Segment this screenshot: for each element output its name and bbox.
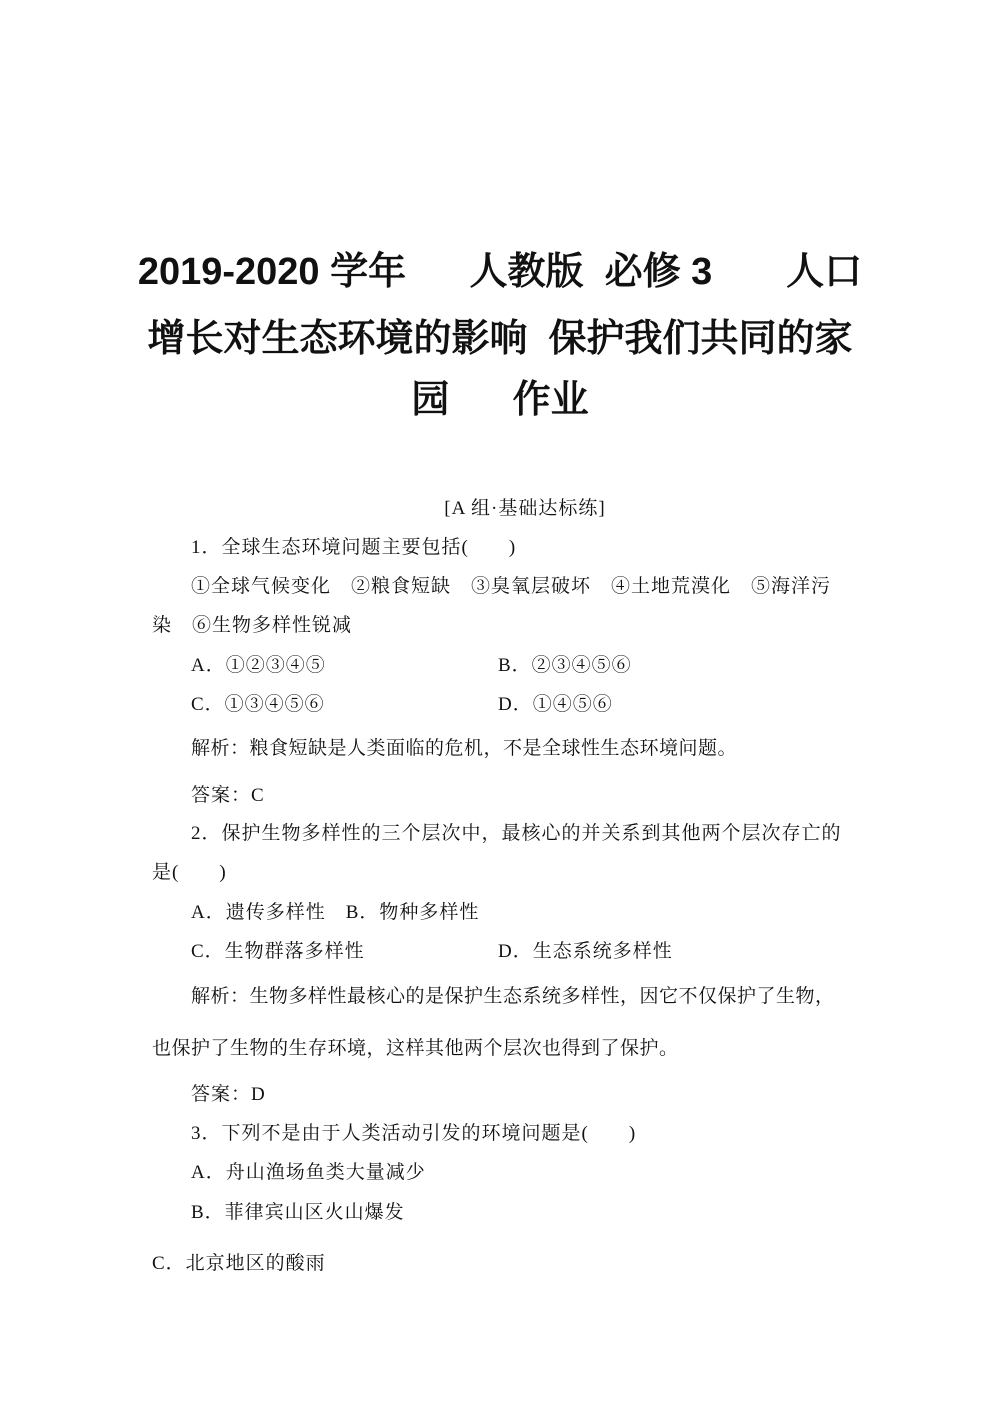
options-a-b: A．遗传多样性 B．物种多样性	[191, 902, 480, 923]
answer-text: 答案：D	[191, 1084, 266, 1105]
document-title-line-2: 增长对生态环境的影响 保护我们共同的家	[147, 318, 853, 360]
option-d: D．①④⑤⑥	[498, 694, 613, 715]
question-stem-line-2: 是( )	[152, 862, 227, 883]
option-c: C．生物群落多样性	[191, 941, 365, 962]
analysis-text: 解析：粮食短缺是人类面临的危机，不是全球性生态环境问题。	[191, 738, 738, 759]
question-stem: 3．下列不是由于人类活动引发的环境问题是( )	[191, 1123, 637, 1144]
answer-text: 答案：C	[191, 785, 265, 806]
option-d: D．生态系统多样性	[498, 941, 673, 962]
document-title-line-1: 2019-2020 学年 人教版 必修 3 人口	[137, 251, 863, 293]
option-c: C．北京地区的酸雨	[152, 1253, 326, 1274]
question-items-line-1: ①全球气候变化 ②粮食短缺 ③臭氧层破坏 ④土地荒漠化 ⑤海洋污	[191, 576, 832, 597]
analysis-text-line-2: 也保护了生物的生存环境，这样其他两个层次也得到了保护。	[152, 1038, 679, 1059]
option-a: A．①②③④⑤	[191, 655, 326, 676]
question-stem: 1．全球生态环境问题主要包括( )	[191, 537, 517, 558]
question-items-line-2: 染 ⑥生物多样性锐减	[152, 615, 353, 636]
option-b: B．②③④⑤⑥	[498, 655, 632, 676]
question-stem-line-1: 2．保护生物多样性的三个层次中，最核心的并关系到其他两个层次存亡的	[191, 823, 842, 844]
option-c: C．①③④⑤⑥	[191, 694, 325, 715]
option-b: B．菲律宾山区火山爆发	[191, 1202, 405, 1223]
document-title-line-3: 园 作业	[411, 379, 589, 421]
section-header: [A 组·基础达标练]	[444, 498, 606, 519]
analysis-text-line-1: 解析：生物多样性最核心的是保护生态系统多样性，因它不仅保护了生物，	[191, 986, 835, 1007]
option-a: A．舟山渔场鱼类大量减少	[191, 1162, 426, 1183]
